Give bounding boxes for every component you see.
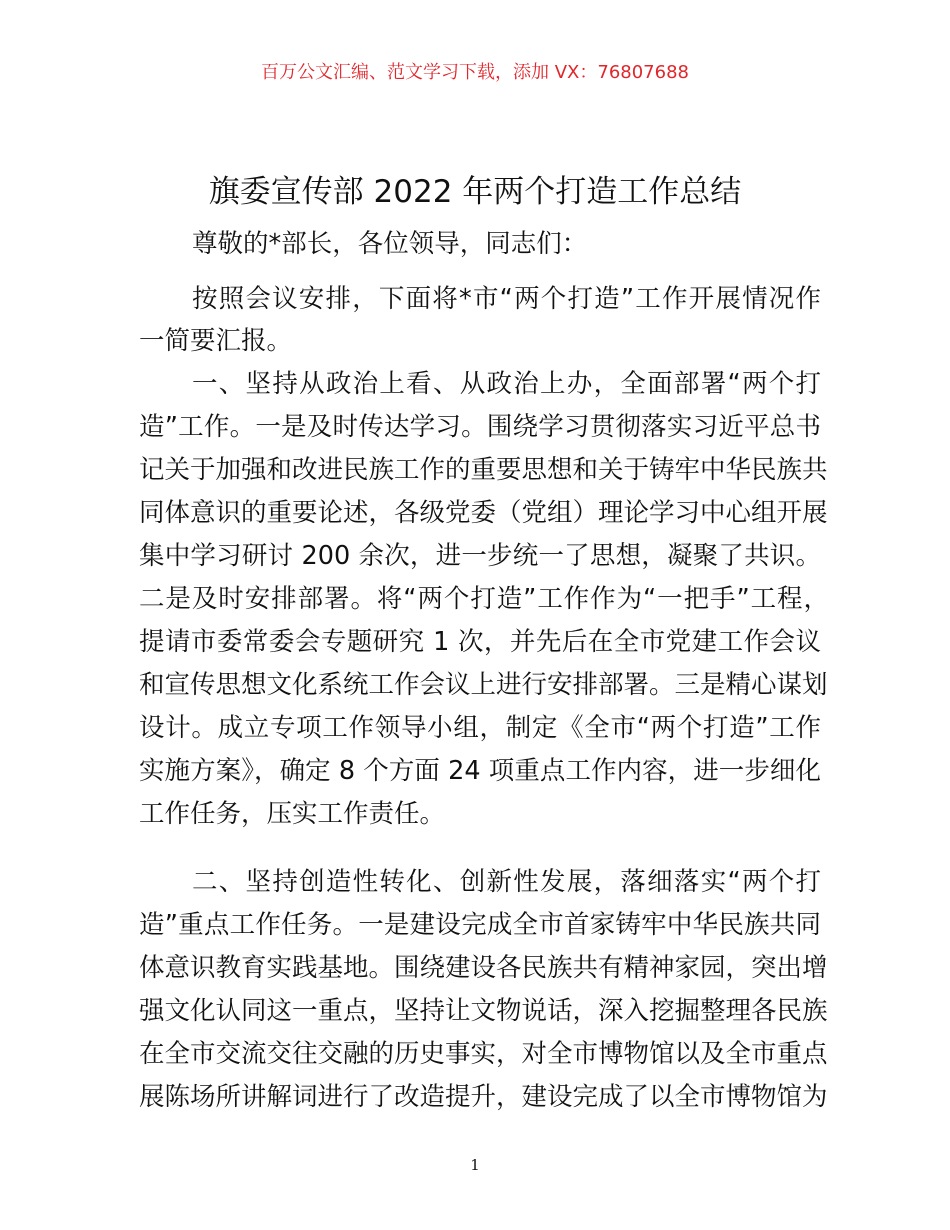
- paragraph-line: 设计。成立专项工作领导小组，制定《全市“两个打造”工作: [139, 713, 821, 743]
- paragraph-line: 工作任务，压实工作责任。: [139, 799, 446, 829]
- paragraph-line: 造”重点工作任务。一是建设完成全市首家铸牢中华民族共同: [139, 910, 821, 940]
- paragraph-line: 实施方案》，确定 8 个方面 24 项重点工作内容，进一步细化: [139, 756, 821, 786]
- paragraph-line: 记关于加强和改进民族工作的重要思想和关于铸牢中华民族共: [139, 455, 828, 485]
- paragraph-line: 二是及时安排部署。将“两个打造”工作作为“一把手”工程，: [139, 584, 829, 614]
- paragraph-line: 在全市交流交往交融的历史事实，对全市博物馆以及全市重点: [139, 1039, 828, 1069]
- header-banner: 百万公文汇编、范文学习下载，添加 VX：76807688: [261, 62, 689, 83]
- paragraph-line: 体意识教育实践基地。围绕建设各民族共有精神家园，突出增: [139, 953, 828, 983]
- greeting: 尊敬的*部长，各位领导，同志们：: [192, 229, 588, 259]
- paragraph-line: 提请市委常委会专题研究 1 次，并先后在全市党建工作会议: [139, 627, 821, 657]
- document-title: 旗委宣传部 2022 年两个打造工作总结: [208, 174, 742, 210]
- paragraph-line: 造”工作。一是及时传达学习。围绕学习贯彻落实习近平总书: [139, 412, 821, 442]
- paragraph-line: 按照会议安排，下面将*市“两个打造”工作开展情况作: [192, 284, 821, 314]
- paragraph-line: 和宣传思想文化系统工作会议上进行安排部署。三是精心谋划: [139, 670, 828, 700]
- paragraph-line: 一、坚持从政治上看、从政治上办，全面部署“两个打: [192, 369, 821, 399]
- page-number: 1: [470, 1156, 480, 1174]
- paragraph-line: 二、坚持创造性转化、创新性发展，落细落实“两个打: [192, 867, 821, 897]
- paragraph-line: 一简要汇报。: [139, 326, 293, 356]
- paragraph-line: 强文化认同这一重点，坚持让文物说话，深入挖掘整理各民族: [139, 996, 828, 1026]
- paragraph-line: 展陈场所讲解词进行了改造提升，建设完成了以全市博物馆为: [139, 1082, 828, 1112]
- paragraph-line: 同体意识的重要论述，各级党委（党组）理论学习中心组开展: [139, 498, 828, 528]
- paragraph-line: 集中学习研讨 200 余次，进一步统一了思想，凝聚了共识。: [139, 541, 821, 571]
